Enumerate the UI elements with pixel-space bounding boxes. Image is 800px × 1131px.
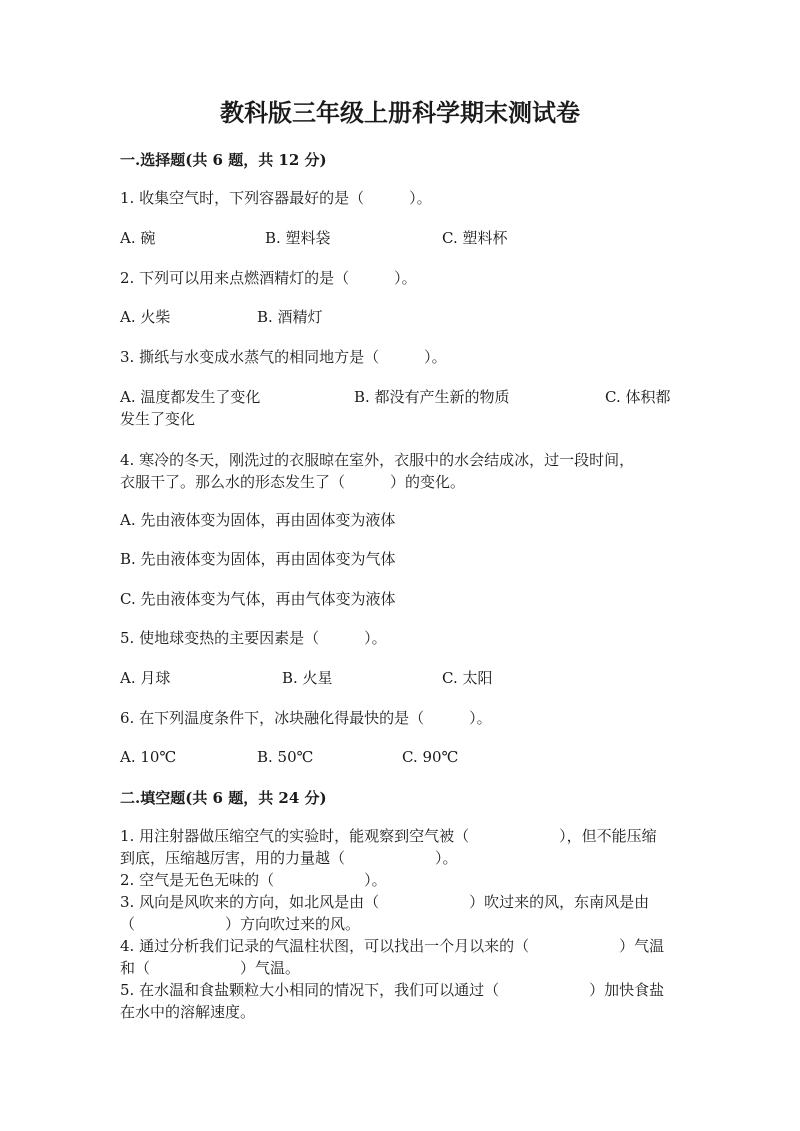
exam-title: 教科版三年级上册科学期末测试卷 [220, 98, 580, 127]
section-heading-fill-in: 二.填空题(共 6 题，共 24 分) [120, 789, 327, 807]
option-c: C. 90℃ [402, 748, 459, 766]
option-a: A. 火柴 [120, 308, 171, 326]
option-a: A. 月球 [120, 669, 171, 687]
fill-line: 到底，压缩越厉害，用的力量越（ ）。 [120, 849, 458, 867]
question-3-option-c-continued: 发生了变化 [120, 410, 196, 428]
section-heading-choice: 一.选择题(共 6 题，共 12 分) [120, 151, 327, 169]
question-4-option-b: B. 先由液体变为固体，再由固体变为气体 [120, 550, 396, 568]
fill-line: 和（ ）气温。 [120, 959, 301, 977]
option-a: A. 碗 [120, 229, 156, 247]
option-a: A. 10℃ [120, 748, 177, 766]
option-b: B. 塑料袋 [265, 229, 331, 247]
option-c: C. 体积都 [605, 388, 671, 406]
option-b: B. 酒精灯 [257, 308, 323, 326]
fill-line: 3. 风向是风吹来的方向，如北风是由（ ）吹过来的风，东南风是由 [120, 893, 650, 911]
fill-line: （ ）方向吹过来的风。 [120, 915, 361, 933]
option-b: B. 50℃ [257, 748, 314, 766]
option-c: C. 太阳 [442, 669, 493, 687]
question-5-stem: 5. 使地球变热的主要因素是（ ）。 [120, 629, 387, 647]
question-4-option-a: A. 先由液体变为固体，再由固体变为液体 [120, 511, 396, 529]
option-b: B. 都没有产生新的物质 [354, 388, 510, 406]
option-c: C. 塑料杯 [442, 229, 508, 247]
fill-line: 2. 空气是无色无味的（ ）。 [120, 871, 387, 889]
question-4-stem-line-2: 衣服干了。那么水的形态发生了（ ）的变化。 [120, 473, 466, 491]
fill-line: 5. 在水温和食盐颗粒大小相同的情况下，我们可以通过（ ）加快食盐 [120, 981, 665, 999]
question-4-option-c: C. 先由液体变为气体，再由气体变为液体 [120, 590, 396, 608]
fill-line: 在水中的溶解速度。 [120, 1003, 256, 1021]
question-1-stem: 1. 收集空气时，下列容器最好的是（ ）。 [120, 189, 432, 207]
question-6-stem: 6. 在下列温度条件下，冰块融化得最快的是（ ）。 [120, 709, 492, 727]
question-4-stem-line-1: 4. 寒冷的冬天，刚洗过的衣服晾在室外，衣服中的水会结成冰，过一段时间， [120, 451, 635, 469]
question-3-stem: 3. 撕纸与水变成水蒸气的相同地方是（ ）。 [120, 348, 447, 366]
fill-line: 4. 通过分析我们记录的气温柱状图，可以找出一个月以来的（ ）气温 [120, 937, 665, 955]
option-b: B. 火星 [282, 669, 333, 687]
question-2-stem: 2. 下列可以用来点燃酒精灯的是（ ）。 [120, 269, 417, 287]
option-a: A. 温度都发生了变化 [120, 388, 261, 406]
fill-line: 1. 用注射器做压缩空气的实验时，能观察到空气被（ ），但不能压缩 [120, 827, 657, 845]
